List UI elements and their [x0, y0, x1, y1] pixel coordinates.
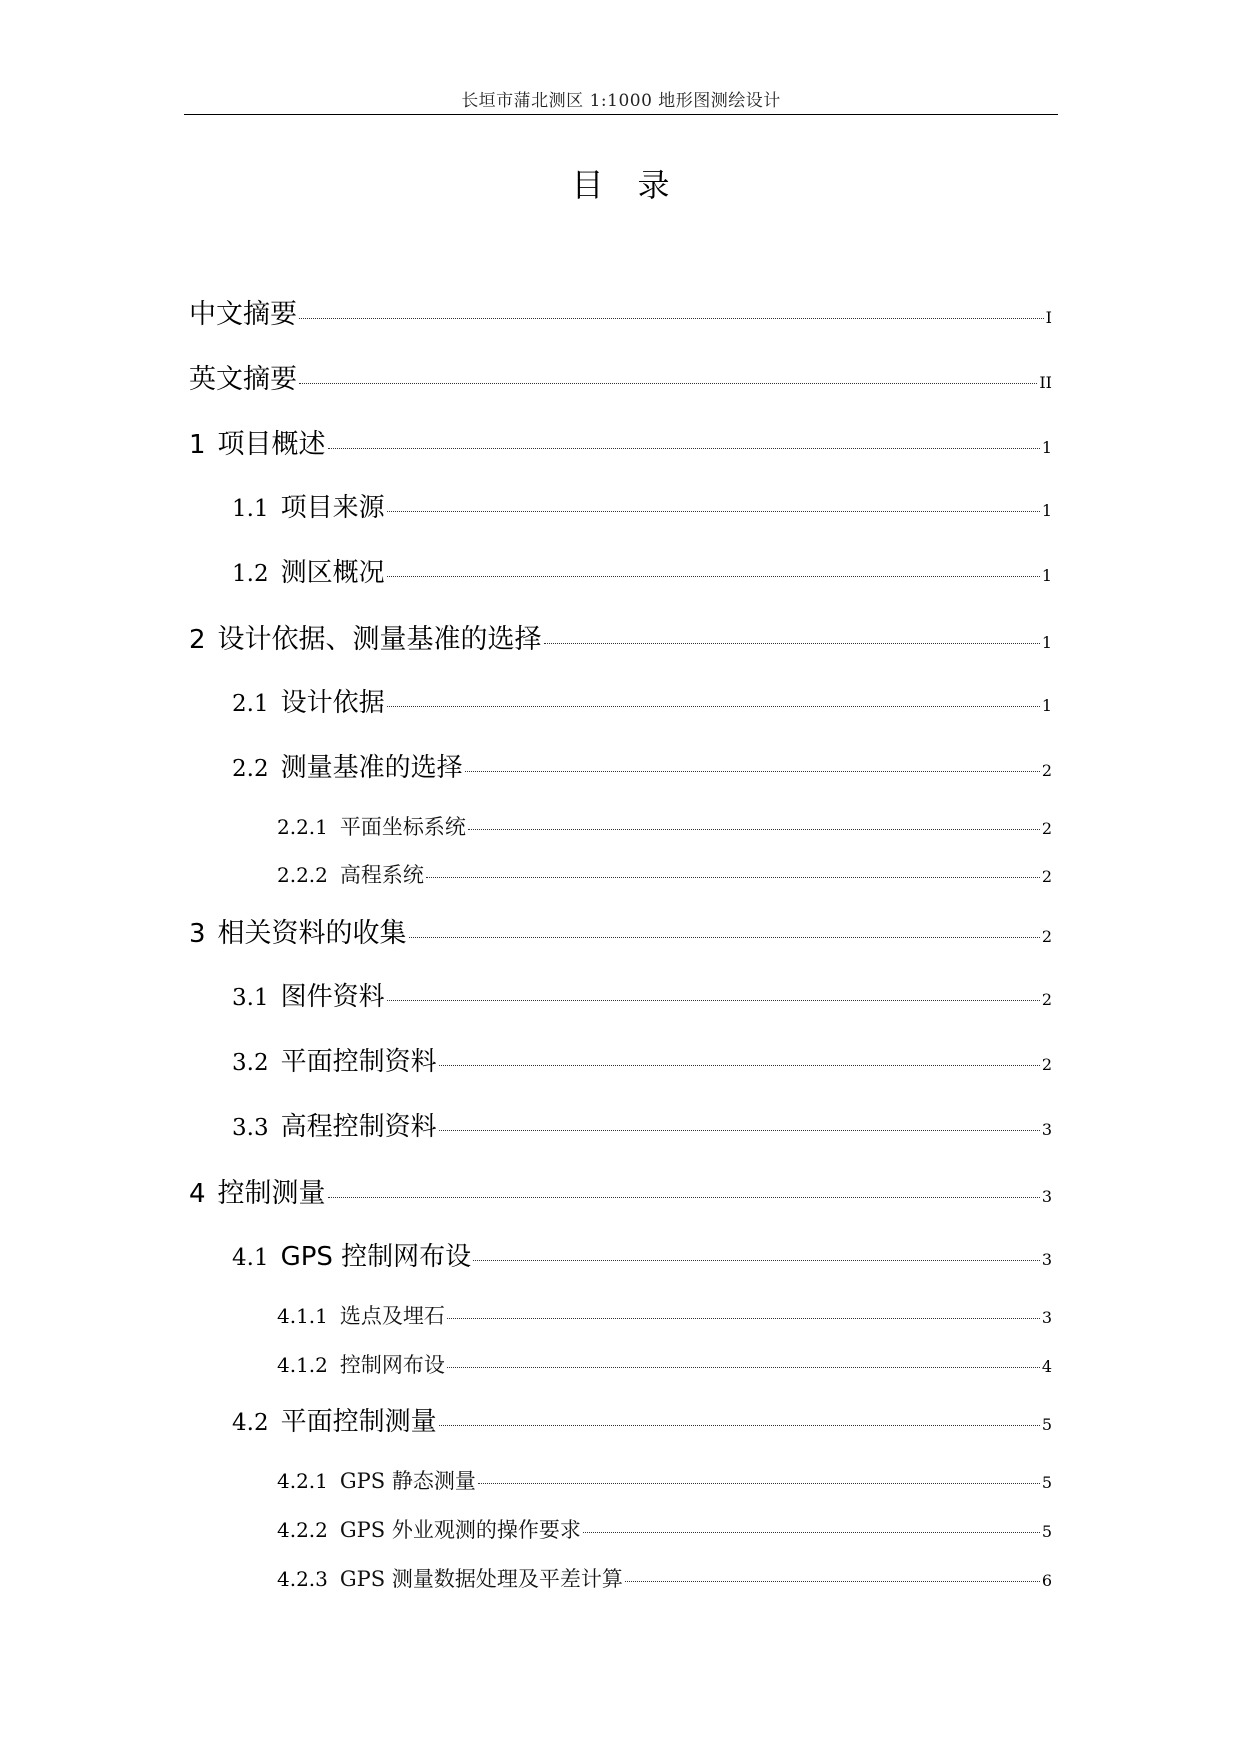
- dot-leader: [439, 1425, 1040, 1426]
- toc-entry-page: 3: [1041, 1187, 1052, 1206]
- toc-entry-3-2[interactable]: [232, 1041, 1052, 1078]
- dot-leader: [468, 829, 1040, 830]
- toc-entry-number: 4.2.2: [277, 1518, 328, 1542]
- toc-entry-page: 2: [1041, 761, 1052, 780]
- toc-entry-abstract-cn[interactable]: [189, 292, 1052, 331]
- dot-leader: [387, 1000, 1040, 1001]
- toc-entry-page: 1: [1041, 696, 1052, 715]
- toc-entry-page: 2: [1041, 990, 1052, 1009]
- dot-leader: [409, 937, 1040, 938]
- toc-entry-2-2[interactable]: [232, 747, 1052, 784]
- toc-entry-page: 2: [1041, 819, 1052, 838]
- toc-entry-text: 高程控制资料: [280, 1112, 437, 1142]
- toc-entry-page: 6: [1041, 1571, 1052, 1590]
- toc-entry-text: 平面控制资料: [280, 1047, 437, 1077]
- toc-entry-2[interactable]: [189, 617, 1052, 656]
- toc-entry-4-2-1[interactable]: [277, 1465, 1052, 1495]
- dot-leader: [387, 511, 1040, 512]
- toc-entry-4-1-1[interactable]: [277, 1300, 1052, 1330]
- toc-entry-text: GPS 控制网布设: [280, 1242, 472, 1272]
- dot-leader: [544, 643, 1040, 644]
- toc-entry-page: 5: [1041, 1522, 1052, 1541]
- toc-entry-text: 设计依据: [280, 688, 385, 718]
- toc-entry-page: 5: [1041, 1473, 1052, 1492]
- toc-entry-page: 4: [1041, 1357, 1052, 1376]
- toc-entry-3-1[interactable]: [232, 976, 1052, 1013]
- toc-entry-number: 4.2.3: [277, 1567, 328, 1591]
- toc-entry-page: 2: [1041, 867, 1052, 886]
- dot-leader: [625, 1581, 1040, 1582]
- toc-entry-number: 4.1.1: [277, 1304, 328, 1328]
- toc-entry-page: 1: [1041, 566, 1052, 585]
- toc-entry-3-3[interactable]: [232, 1106, 1052, 1143]
- dot-leader: [387, 576, 1040, 577]
- toc-entry-4[interactable]: [189, 1171, 1052, 1210]
- toc-entry-4-1-2[interactable]: [277, 1349, 1052, 1379]
- toc-entry-text: 项目概述: [217, 429, 326, 460]
- toc-entry-3[interactable]: [189, 911, 1052, 950]
- dot-leader: [328, 1197, 1040, 1198]
- toc-entry-number: 2: [189, 625, 206, 655]
- toc-entry-number: 2.2.1: [277, 815, 328, 839]
- toc-entry-page: 1: [1041, 438, 1052, 457]
- toc-entry-page: 2: [1041, 1055, 1052, 1074]
- toc-entry-number: 4.1: [232, 1245, 269, 1271]
- toc-entry-number: 4.2.1: [277, 1469, 328, 1493]
- dot-leader: [299, 383, 1037, 384]
- toc-entry-number: 1.1: [232, 496, 269, 522]
- toc-entry-text: 项目来源: [280, 493, 385, 523]
- toc-entry-2-1[interactable]: [232, 682, 1052, 719]
- toc-entry-page: II: [1039, 373, 1052, 392]
- toc-entry-text: 平面控制测量: [280, 1407, 437, 1437]
- toc-entry-1-2[interactable]: [232, 552, 1052, 589]
- dot-leader: [328, 448, 1040, 449]
- toc-entry-4-1[interactable]: [232, 1236, 1052, 1273]
- toc-entry-4-2[interactable]: [232, 1401, 1052, 1438]
- toc-entry-text: 相关资料的收集: [217, 918, 407, 949]
- toc-entry-text: 控制网布设: [339, 1353, 445, 1377]
- dot-leader: [583, 1532, 1040, 1533]
- toc-entry-text: 设计依据、测量基准的选择: [217, 624, 542, 655]
- toc-entry-abstract-en[interactable]: [189, 357, 1052, 396]
- toc-entry-page: 1: [1041, 633, 1052, 652]
- toc-entry-number: 3.1: [232, 985, 269, 1011]
- dot-leader: [473, 1260, 1040, 1261]
- toc-entry-page: 3: [1041, 1308, 1052, 1327]
- toc-entry-page: 2: [1041, 927, 1052, 946]
- dot-leader: [465, 771, 1040, 772]
- toc-entry-text: 控制测量: [217, 1178, 326, 1209]
- toc-entry-page: 3: [1041, 1250, 1052, 1269]
- toc-entry-page: I: [1045, 308, 1052, 327]
- toc-entry-number: 2.2: [232, 756, 269, 782]
- running-header: 长垣市蒲北测区 1:1000 地形图测绘设计: [461, 91, 781, 111]
- toc-entry-number: 3: [189, 919, 206, 949]
- toc-entry-page: 1: [1041, 501, 1052, 520]
- dot-leader: [447, 1367, 1040, 1368]
- toc-entry-number: 4.1.2: [277, 1353, 328, 1377]
- toc-entry-text: 测量基准的选择: [280, 753, 463, 783]
- toc-entry-number: 3.2: [232, 1050, 269, 1076]
- toc-entry-4-2-3[interactable]: [277, 1563, 1052, 1593]
- toc-entry-text: 测区概况: [280, 558, 385, 588]
- dot-leader: [387, 706, 1040, 707]
- toc-entry-text: 图件资料: [280, 982, 385, 1012]
- toc-entry-number: 3.3: [232, 1115, 269, 1141]
- toc-entry-number: 4: [189, 1179, 206, 1209]
- toc-entry-text: 中文摘要: [189, 299, 297, 330]
- toc-entry-1[interactable]: [189, 422, 1052, 461]
- toc-entry-text: 选点及埋石: [339, 1304, 445, 1328]
- toc-entry-page: 5: [1041, 1415, 1052, 1434]
- dot-leader: [299, 318, 1044, 319]
- dot-leader: [439, 1065, 1040, 1066]
- toc-entry-text: GPS 静态测量: [339, 1469, 476, 1493]
- dot-leader: [447, 1318, 1040, 1319]
- toc-entry-4-2-2[interactable]: [277, 1514, 1052, 1544]
- toc-entry-number: 2.2.2: [277, 863, 328, 887]
- toc-entry-number: 2.1: [232, 691, 269, 717]
- toc-entry-2-2-1[interactable]: [277, 811, 1052, 841]
- toc-entry-text: GPS 测量数据处理及平差计算: [339, 1567, 623, 1591]
- toc-entry-text: 平面坐标系统: [339, 815, 466, 839]
- toc-entry-1-1[interactable]: [232, 487, 1052, 524]
- toc-entry-2-2-2[interactable]: [277, 859, 1052, 889]
- toc-entry-number: 1: [189, 430, 206, 460]
- toc-title: 目录: [571, 166, 704, 204]
- toc-entry-page: 3: [1041, 1120, 1052, 1139]
- toc-entry-number: 1.2: [232, 561, 269, 587]
- toc-entry-text: 高程系统: [339, 863, 424, 887]
- dot-leader: [478, 1483, 1040, 1484]
- dot-leader: [439, 1130, 1040, 1131]
- toc-entry-text: 英文摘要: [189, 364, 297, 395]
- dot-leader: [426, 877, 1040, 878]
- toc-entry-text: GPS 外业观测的操作要求: [339, 1518, 581, 1542]
- toc-entry-number: 4.2: [232, 1410, 269, 1436]
